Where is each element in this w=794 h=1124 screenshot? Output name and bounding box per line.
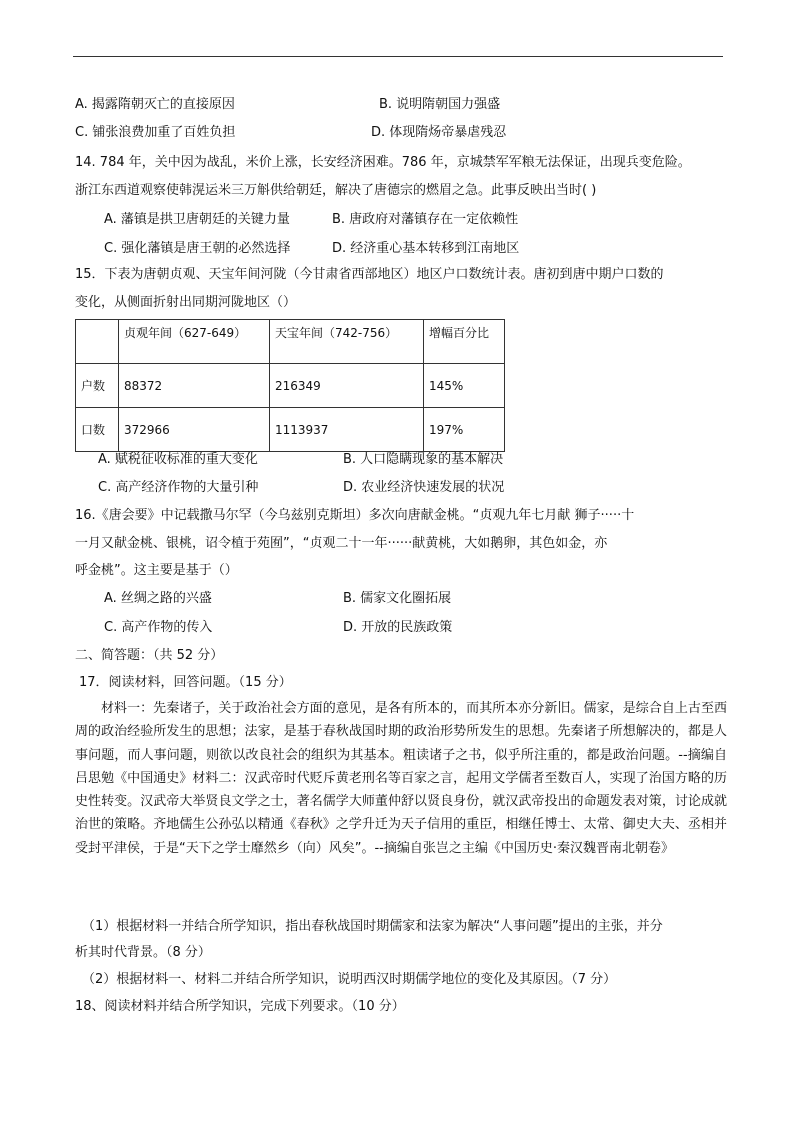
q14-stem-line2: 浙江东西道观察使韩滉运米三万斛供给朝廷，解决了唐德宗的燃眉之急。此事反映出当时( ) [75,183,597,198]
section-heading: 二、简答题：（共 52 分） [75,648,224,663]
table-header-row [76,320,505,364]
q16-stem-line3: 呼金桃”。这主要是基于（） [75,563,238,578]
header-rule [73,56,723,57]
table-cell: 145% [424,364,505,408]
household-population-table [75,319,505,452]
q14-option-a: A. 藩镇是拱卫唐朝廷的关键力量 [104,212,290,227]
table-row [76,364,505,408]
q14-option-c: C. 强化藩镇是唐王朝的必然选择 [104,241,291,256]
q16-option-b: B. 儒家文化圈拓展 [343,591,452,606]
q15-stem-line1: 15．下表为唐朝贞观、天宝年间河陇（今甘肃省西部地区）地区户口数统计表。唐初到唐中期户口数的 [75,267,664,282]
q15-option-c: C. 高产经济作物的大量引种 [98,480,259,495]
table-header-cell [76,320,119,364]
q17-sub2: （2）根据材料一、材料二并结合所学知识，说明西汉时期儒学地位的变化及其原因。（7 分） [82,972,617,987]
q15-option-d: D. 农业经济快速发展的状况 [343,480,505,495]
q15-stem-line2: 变化，从侧面折射出同期河陇地区（） [75,295,297,310]
q18-stem: 18、阅读材料并结合所学知识，完成下列要求。（10 分） [75,999,405,1014]
q16-option-d: D. 开放的民族政策 [343,620,453,635]
q15-option-b: B. 人口隐瞒现象的基本解决 [343,452,504,467]
q17-sub1-line1: （1）根据材料一并结合所学知识，指出春秋战国时期儒家和法家为解决“人事问题”提出的主张，并分 [82,919,663,934]
table-row [76,408,505,452]
table-header-cell: 天宝年间（742-756） [270,320,424,364]
table-cell: 216349 [270,364,424,408]
q16-stem-line1: 16.《唐会要》中记载撒马尔罕（今乌兹别克斯坦）多次向唐献金桃。“贞观九年七月献 狮子·····十 [75,508,635,523]
table-header-cell: 增幅百分比 [424,320,505,364]
table-header-cell: 贞观年间（627-649） [119,320,270,364]
q13-option-c: C. 铺张浪费加重了百姓负担 [75,125,236,140]
q14-stem-line1: 14. 784 年，关中因为战乱，米价上涨，长安经济困难。786 年，京城禁军军粮无法保证，出现兵变危险。 [75,155,691,170]
q16-option-a: A. 丝绸之路的兴盛 [104,591,212,606]
q17-stem: 17．阅读材料，回答问题。（15 分） [79,675,292,690]
table-row-label: 户数 [76,364,119,408]
q16-stem-line2: 一月又献金桃、银桃，诏令植于苑囿”，“贞观二十一年······献黄桃，大如鹅卵，其色如金，亦 [75,536,608,551]
q14-option-d: D. 经济重心基本转移到江南地区 [332,241,520,256]
table-cell: 197% [424,408,505,452]
q13-option-a: A. 揭露隋朝灭亡的直接原因 [75,97,235,112]
q16-option-c: C. 高产作物的传入 [104,620,213,635]
table-row-label: 口数 [76,408,119,452]
table-cell: 1113937 [270,408,424,452]
q17-material: 材料一：先秦诸子，关于政治社会方面的意见，是各有所本的，而其所本亦分新旧。儒家，是综合自上古至西周的政治经验所发生的思想；法家，是基于春秋战国时期的政治形势所发生的思想。先秦诸子所想解决的，都是人事问题，而人事问题，则欲以改良社会的组织为其基本。粗读诸子之书，似乎所注重的，都是政治问题。--摘编自吕思勉《中国通史》材料二：汉武帝时代贬斥黄老刑名等百家之言，起用文学儒者至数百人，实现了治国方略的历史性转变。汉武帝大举贤良文学之士，著名儒学大师董仲舒以贤良身份，就汉武帝投出的命题发表对策，讨论成就治世的策略。齐地儒生公孙弘以精通《春秋》之学升迁为天子信用的重臣，相继任博士、太常、御史大夫、丞相并受封平津侯，于是“天下之学士靡然乡（向）风矣”。--摘编自张岂之主编《中国历史·秦汉魏晋南北朝卷》 [75,701,727,856]
q15-option-a: A. 赋税征收标准的重大变化 [98,452,258,467]
table-cell: 88372 [119,364,270,408]
q17-sub1-line2: 析其时代背景。（8 分） [75,945,211,960]
q14-option-b: B. 唐政府对藩镇存在一定依赖性 [332,212,519,227]
q13-option-d: D. 体现隋炀帝暴虐残忍 [371,125,507,140]
q13-option-b: B. 说明隋朝国力强盛 [379,97,501,112]
table-cell: 372966 [119,408,270,452]
